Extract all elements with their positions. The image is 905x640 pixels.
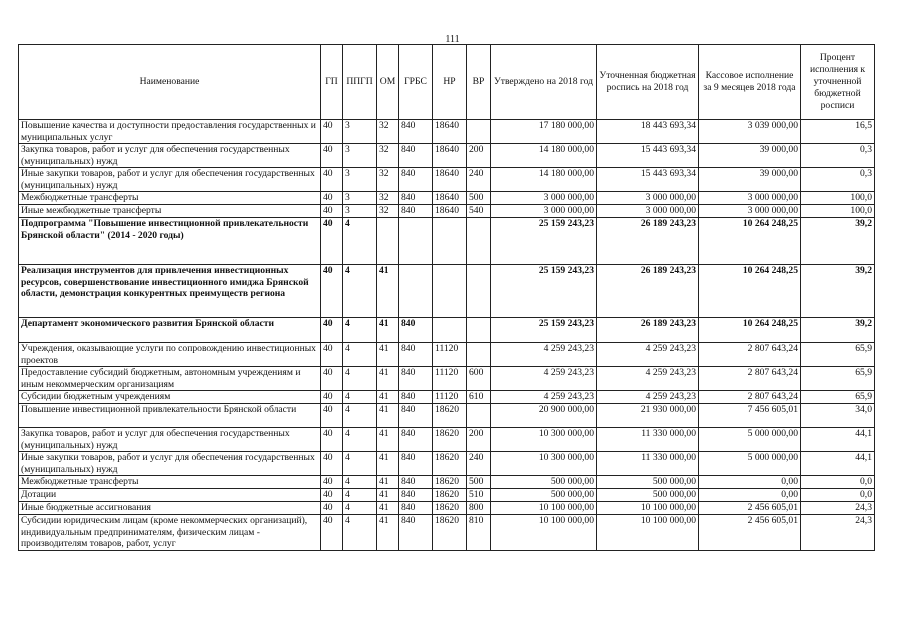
cell-refined: 15 443 693,34 <box>597 168 699 192</box>
table-row <box>19 404 875 428</box>
cell-percent: 44,1 <box>801 428 875 452</box>
cell-refined: 10 100 000,00 <box>597 502 699 515</box>
cell-refined: 21 930 000,00 <box>597 404 699 428</box>
cell-percent: 100,0 <box>801 192 875 205</box>
cell-ppgp: 4 <box>343 515 377 551</box>
cell-name: Межбюджетные трансферты <box>19 192 321 205</box>
cell-cash: 5 000 000,00 <box>699 452 801 476</box>
cell-refined: 500 000,00 <box>597 489 699 502</box>
cell-cash: 0,00 <box>699 476 801 489</box>
cell-approved: 25 159 243,23 <box>491 218 597 265</box>
cell-om: 41 <box>377 502 399 515</box>
cell-gp: 40 <box>321 192 343 205</box>
cell-percent: 65,9 <box>801 391 875 404</box>
cell-gp: 40 <box>321 218 343 265</box>
cell-np: 18620 <box>433 502 467 515</box>
cell-gp: 40 <box>321 205 343 218</box>
cell-percent: 39,2 <box>801 218 875 265</box>
cell-vr <box>467 404 491 428</box>
cell-name: Повышение качества и доступности предоставления государственных и муниципальных услуг <box>19 120 321 144</box>
cell-gp: 40 <box>321 452 343 476</box>
cell-cash: 3 000 000,00 <box>699 192 801 205</box>
cell-cash: 2 807 643,24 <box>699 367 801 391</box>
cell-name: Учреждения, оказывающие услуги по сопровождению инвестиционных проектов <box>19 343 321 367</box>
cell-ppgp: 4 <box>343 489 377 502</box>
cell-vr: 500 <box>467 192 491 205</box>
cell-name: Иные межбюджетные трансферты <box>19 205 321 218</box>
cell-ppgp: 4 <box>343 367 377 391</box>
table-row <box>19 452 875 476</box>
cell-vr: 240 <box>467 168 491 192</box>
table-row <box>19 192 875 205</box>
cell-approved: 4 259 243,23 <box>491 391 597 404</box>
cell-np <box>433 265 467 318</box>
cell-cash: 10 264 248,25 <box>699 218 801 265</box>
cell-vr: 200 <box>467 144 491 168</box>
cell-om: 32 <box>377 205 399 218</box>
cell-gp: 40 <box>321 476 343 489</box>
cell-cash: 2 456 605,01 <box>699 515 801 551</box>
cell-refined: 26 189 243,23 <box>597 318 699 343</box>
cell-grbs: 840 <box>399 391 433 404</box>
cell-name: Предоставление субсидий бюджетным, автономным учреждениям и иным некоммерческим организациям <box>19 367 321 391</box>
cell-vr <box>467 120 491 144</box>
table-row <box>19 489 875 502</box>
cell-np: 18640 <box>433 192 467 205</box>
cell-np: 18640 <box>433 168 467 192</box>
cell-cash: 2 807 643,24 <box>699 391 801 404</box>
header-om: ОМ <box>377 45 399 120</box>
cell-vr <box>467 265 491 318</box>
cell-percent: 65,9 <box>801 367 875 391</box>
cell-om: 41 <box>377 515 399 551</box>
table-row <box>19 391 875 404</box>
cell-ppgp: 4 <box>343 218 377 265</box>
cell-refined: 15 443 693,34 <box>597 144 699 168</box>
cell-cash: 2 807 643,24 <box>699 343 801 367</box>
cell-approved: 10 300 000,00 <box>491 452 597 476</box>
cell-om: 41 <box>377 265 399 318</box>
cell-percent: 16,5 <box>801 120 875 144</box>
cell-approved: 500 000,00 <box>491 489 597 502</box>
table-row <box>19 367 875 391</box>
page-number: 111 <box>445 34 460 45</box>
cell-np: 11120 <box>433 391 467 404</box>
cell-approved: 14 180 000,00 <box>491 168 597 192</box>
cell-ppgp: 4 <box>343 502 377 515</box>
cell-name: Иные закупки товаров, работ и услуг для обеспечения государственных (муниципальных) нужд <box>19 452 321 476</box>
cell-np: 11120 <box>433 367 467 391</box>
cell-om: 41 <box>377 489 399 502</box>
cell-ppgp: 4 <box>343 476 377 489</box>
cell-ppgp: 3 <box>343 168 377 192</box>
table-row <box>19 318 875 343</box>
cell-approved: 25 159 243,23 <box>491 265 597 318</box>
header-percent: Процент исполнения к уточненной бюджетной росписи <box>801 45 875 120</box>
cell-refined: 4 259 243,23 <box>597 391 699 404</box>
cell-ppgp: 3 <box>343 120 377 144</box>
cell-cash: 7 456 605,01 <box>699 404 801 428</box>
header-cash: Кассовое исполнение за 9 месяцев 2018 года <box>699 45 801 120</box>
cell-refined: 11 330 000,00 <box>597 428 699 452</box>
cell-percent: 0,0 <box>801 476 875 489</box>
cell-percent: 24,3 <box>801 502 875 515</box>
cell-refined: 10 100 000,00 <box>597 515 699 551</box>
header-row <box>19 45 875 120</box>
cell-percent: 0,3 <box>801 168 875 192</box>
cell-percent: 0,3 <box>801 144 875 168</box>
table-row <box>19 205 875 218</box>
cell-om: 41 <box>377 476 399 489</box>
cell-grbs <box>399 218 433 265</box>
cell-refined: 18 443 693,34 <box>597 120 699 144</box>
cell-cash: 3 000 000,00 <box>699 205 801 218</box>
cell-np: 18640 <box>433 205 467 218</box>
cell-grbs: 840 <box>399 452 433 476</box>
cell-gp: 40 <box>321 144 343 168</box>
cell-refined: 3 000 000,00 <box>597 205 699 218</box>
cell-grbs: 840 <box>399 144 433 168</box>
cell-approved: 4 259 243,23 <box>491 343 597 367</box>
cell-cash: 5 000 000,00 <box>699 428 801 452</box>
cell-approved: 17 180 000,00 <box>491 120 597 144</box>
cell-grbs: 840 <box>399 343 433 367</box>
cell-approved: 20 900 000,00 <box>491 404 597 428</box>
cell-name: Субсидии бюджетным учреждениям <box>19 391 321 404</box>
cell-ppgp: 3 <box>343 144 377 168</box>
cell-grbs: 840 <box>399 192 433 205</box>
cell-name: Субсидии юридическим лицам (кроме некоммерческих организаций), индивидуальным предпринимателям, физическим лицам - производителям товаров, работ, услуг <box>19 515 321 551</box>
cell-refined: 26 189 243,23 <box>597 265 699 318</box>
cell-name: Подпрограмма "Повышение инвестиционной привлекательности Брянской области" (2014 - 2020 годы) <box>19 218 321 265</box>
cell-gp: 40 <box>321 168 343 192</box>
cell-gp: 40 <box>321 515 343 551</box>
cell-grbs: 840 <box>399 515 433 551</box>
cell-ppgp: 4 <box>343 404 377 428</box>
cell-name: Закупка товаров, работ и услуг для обеспечения государственных (муниципальных) нужд <box>19 428 321 452</box>
cell-name: Дотации <box>19 489 321 502</box>
cell-name: Повышение инвестиционной привлекательности Брянской области <box>19 404 321 428</box>
cell-percent: 39,2 <box>801 318 875 343</box>
cell-vr: 800 <box>467 502 491 515</box>
cell-gp: 40 <box>321 502 343 515</box>
cell-name: Департамент экономического развития Брянской области <box>19 318 321 343</box>
cell-percent: 44,1 <box>801 452 875 476</box>
cell-approved: 10 300 000,00 <box>491 428 597 452</box>
cell-percent: 100,0 <box>801 205 875 218</box>
cell-grbs: 840 <box>399 489 433 502</box>
cell-vr: 600 <box>467 367 491 391</box>
cell-cash: 3 039 000,00 <box>699 120 801 144</box>
cell-om: 32 <box>377 192 399 205</box>
cell-np <box>433 318 467 343</box>
cell-om: 32 <box>377 168 399 192</box>
cell-np: 11120 <box>433 343 467 367</box>
cell-approved: 3 000 000,00 <box>491 205 597 218</box>
cell-np: 18620 <box>433 428 467 452</box>
table-row <box>19 428 875 452</box>
cell-np: 18620 <box>433 489 467 502</box>
cell-gp: 40 <box>321 489 343 502</box>
cell-vr: 240 <box>467 452 491 476</box>
cell-ppgp: 4 <box>343 452 377 476</box>
budget-table <box>18 44 875 551</box>
cell-vr <box>467 318 491 343</box>
cell-refined: 4 259 243,23 <box>597 343 699 367</box>
cell-grbs: 840 <box>399 428 433 452</box>
cell-ppgp: 4 <box>343 265 377 318</box>
cell-percent: 65,9 <box>801 343 875 367</box>
cell-np: 18620 <box>433 476 467 489</box>
cell-ppgp: 4 <box>343 318 377 343</box>
cell-approved: 500 000,00 <box>491 476 597 489</box>
cell-vr: 610 <box>467 391 491 404</box>
cell-approved: 14 180 000,00 <box>491 144 597 168</box>
cell-ppgp: 3 <box>343 205 377 218</box>
cell-vr: 510 <box>467 489 491 502</box>
cell-grbs: 840 <box>399 476 433 489</box>
cell-refined: 3 000 000,00 <box>597 192 699 205</box>
cell-name: Закупка товаров, работ и услуг для обеспечения государственных (муниципальных) нужд <box>19 144 321 168</box>
cell-np: 18640 <box>433 120 467 144</box>
cell-gp: 40 <box>321 120 343 144</box>
cell-grbs <box>399 265 433 318</box>
cell-np: 18620 <box>433 404 467 428</box>
cell-percent: 39,2 <box>801 265 875 318</box>
cell-grbs: 840 <box>399 120 433 144</box>
cell-om: 41 <box>377 391 399 404</box>
cell-om: 41 <box>377 318 399 343</box>
cell-approved: 25 159 243,23 <box>491 318 597 343</box>
cell-om <box>377 218 399 265</box>
table-row <box>19 502 875 515</box>
header-np: НР <box>433 45 467 120</box>
cell-refined: 4 259 243,23 <box>597 367 699 391</box>
cell-vr: 810 <box>467 515 491 551</box>
table-row <box>19 218 875 265</box>
cell-np: 18640 <box>433 144 467 168</box>
cell-gp: 40 <box>321 428 343 452</box>
header-refined: Уточненная бюджетная роспись на 2018 год <box>597 45 699 120</box>
header-name: Наименование <box>19 45 321 120</box>
cell-om: 41 <box>377 452 399 476</box>
cell-grbs: 840 <box>399 318 433 343</box>
header-gp: ГП <box>321 45 343 120</box>
cell-cash: 39 000,00 <box>699 168 801 192</box>
cell-name: Иные бюджетные ассигнования <box>19 502 321 515</box>
cell-om: 32 <box>377 120 399 144</box>
cell-np: 18620 <box>433 452 467 476</box>
cell-vr <box>467 218 491 265</box>
cell-cash: 10 264 248,25 <box>699 318 801 343</box>
cell-om: 41 <box>377 428 399 452</box>
cell-approved: 3 000 000,00 <box>491 192 597 205</box>
cell-name: Реализация инструментов для привлечения инвестиционных ресурсов, совершенствование инвестиционного имиджа Брянской области, демонстрация конкурентных преимуществ региона <box>19 265 321 318</box>
header-approved: Утверждено на 2018 год <box>491 45 597 120</box>
cell-grbs: 840 <box>399 168 433 192</box>
cell-percent: 24,3 <box>801 515 875 551</box>
header-ppgp: ППГП <box>343 45 377 120</box>
cell-ppgp: 4 <box>343 343 377 367</box>
table-row <box>19 476 875 489</box>
table-row <box>19 265 875 318</box>
cell-om: 41 <box>377 404 399 428</box>
cell-approved: 4 259 243,23 <box>491 367 597 391</box>
cell-gp: 40 <box>321 265 343 318</box>
cell-refined: 11 330 000,00 <box>597 452 699 476</box>
cell-grbs: 840 <box>399 367 433 391</box>
cell-om: 32 <box>377 144 399 168</box>
cell-gp: 40 <box>321 343 343 367</box>
cell-name: Иные закупки товаров, работ и услуг для обеспечения государственных (муниципальных) нужд <box>19 168 321 192</box>
cell-gp: 40 <box>321 367 343 391</box>
cell-refined: 500 000,00 <box>597 476 699 489</box>
cell-approved: 10 100 000,00 <box>491 502 597 515</box>
table-row <box>19 168 875 192</box>
cell-percent: 34,0 <box>801 404 875 428</box>
cell-np: 18620 <box>433 515 467 551</box>
cell-vr <box>467 343 491 367</box>
cell-ppgp: 3 <box>343 192 377 205</box>
table-row <box>19 343 875 367</box>
header-vr: ВР <box>467 45 491 120</box>
cell-om: 41 <box>377 343 399 367</box>
cell-grbs: 840 <box>399 404 433 428</box>
cell-gp: 40 <box>321 391 343 404</box>
cell-np <box>433 218 467 265</box>
cell-cash: 0,00 <box>699 489 801 502</box>
cell-grbs: 840 <box>399 502 433 515</box>
table-row <box>19 120 875 144</box>
header-grbs: ГРБС <box>399 45 433 120</box>
cell-vr: 500 <box>467 476 491 489</box>
cell-gp: 40 <box>321 318 343 343</box>
cell-gp: 40 <box>321 404 343 428</box>
cell-cash: 39 000,00 <box>699 144 801 168</box>
cell-grbs: 840 <box>399 205 433 218</box>
cell-approved: 10 100 000,00 <box>491 515 597 551</box>
cell-cash: 2 456 605,01 <box>699 502 801 515</box>
cell-cash: 10 264 248,25 <box>699 265 801 318</box>
cell-vr: 200 <box>467 428 491 452</box>
cell-ppgp: 4 <box>343 391 377 404</box>
cell-percent: 0,0 <box>801 489 875 502</box>
table-row <box>19 515 875 551</box>
cell-refined: 26 189 243,23 <box>597 218 699 265</box>
table-row <box>19 144 875 168</box>
cell-ppgp: 4 <box>343 428 377 452</box>
cell-name: Межбюджетные трансферты <box>19 476 321 489</box>
cell-om: 41 <box>377 367 399 391</box>
cell-vr: 540 <box>467 205 491 218</box>
